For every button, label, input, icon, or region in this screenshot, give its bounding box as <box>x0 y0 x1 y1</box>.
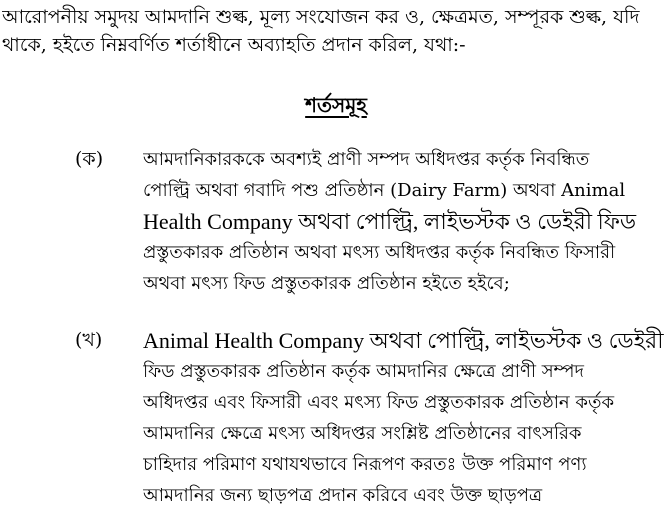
conditions-heading-text: শর্তসমূহ <box>305 93 367 117</box>
clause-line: আমদানিকারককে অবশ্যই প্রাণী সম্পদ অধিদপ্তর কর্তৃক নিবন্ধিত <box>143 149 590 170</box>
clause-line: ফিড প্রস্তুতকারক প্রতিষ্ঠান কর্তৃক আমদানির ক্ষেত্রে প্রাণী সম্পদ <box>143 361 584 382</box>
intro-line: আরোপনীয় সমুদয় আমদানি শুল্ক, মূল্য সংযোজন কর ও, ক্ষেত্রমত, সম্পূরক শুল্ক, যদি <box>2 6 640 28</box>
intro-line: থাকে, হইতে নিম্নবর্ণিত শর্তাধীনে অব্যাহতি প্রদান করিল, যথা:- <box>2 34 466 56</box>
clause-body <box>143 325 665 511</box>
clause-line: আমদানির ক্ষেত্রে মৎস্য অধিদপ্তর সংশ্লিষ্ট প্রতিষ্ঠানের বাৎসরিক <box>143 423 582 444</box>
conditions-heading <box>0 92 672 118</box>
clause-line: প্রস্তুতকারক প্রতিষ্ঠান অথবা মৎস্য অধিদপ্তর কর্তৃক নিবন্ধিত ফিসারী <box>143 242 616 263</box>
clause-line: অথবা মৎস্য ফিড প্রস্তুতকারক প্রতিষ্ঠান হইতে হইবে; <box>143 273 510 294</box>
clause-line: আমদানির জন্য ছাড়পত্র প্রদান করিবে এবং উক্ত ছাড়পত্র <box>143 485 543 506</box>
clause-line: অধিদপ্তর এবং ফিসারী এবং মৎস্য ফিড প্রস্তুতকারক প্রতিষ্ঠান কর্তৃক <box>143 392 615 413</box>
intro-paragraph <box>2 3 666 59</box>
clause-marker: (খ) <box>75 329 103 351</box>
clause-line: চাহিদার পরিমাণ যথাযথভাবে নিরূপণ করতঃ উক্ত পরিমাণ পণ্য <box>143 454 587 475</box>
clause-line: পোল্ট্রি অথবা গবাদি পশু প্রতিষ্ঠান (Dairy Farm) অথবা Animal <box>143 180 626 201</box>
clause-marker: (ক) <box>75 148 104 170</box>
clause-line: Health Company অথবা পোল্ট্রি, লাইভস্টক ও ডেইরী ফিড <box>143 209 637 234</box>
clause-body <box>143 144 665 299</box>
clause-line: Animal Health Company অথবা পোল্ট্রি, লাইভস্টক ও ডেইরী <box>143 328 664 353</box>
